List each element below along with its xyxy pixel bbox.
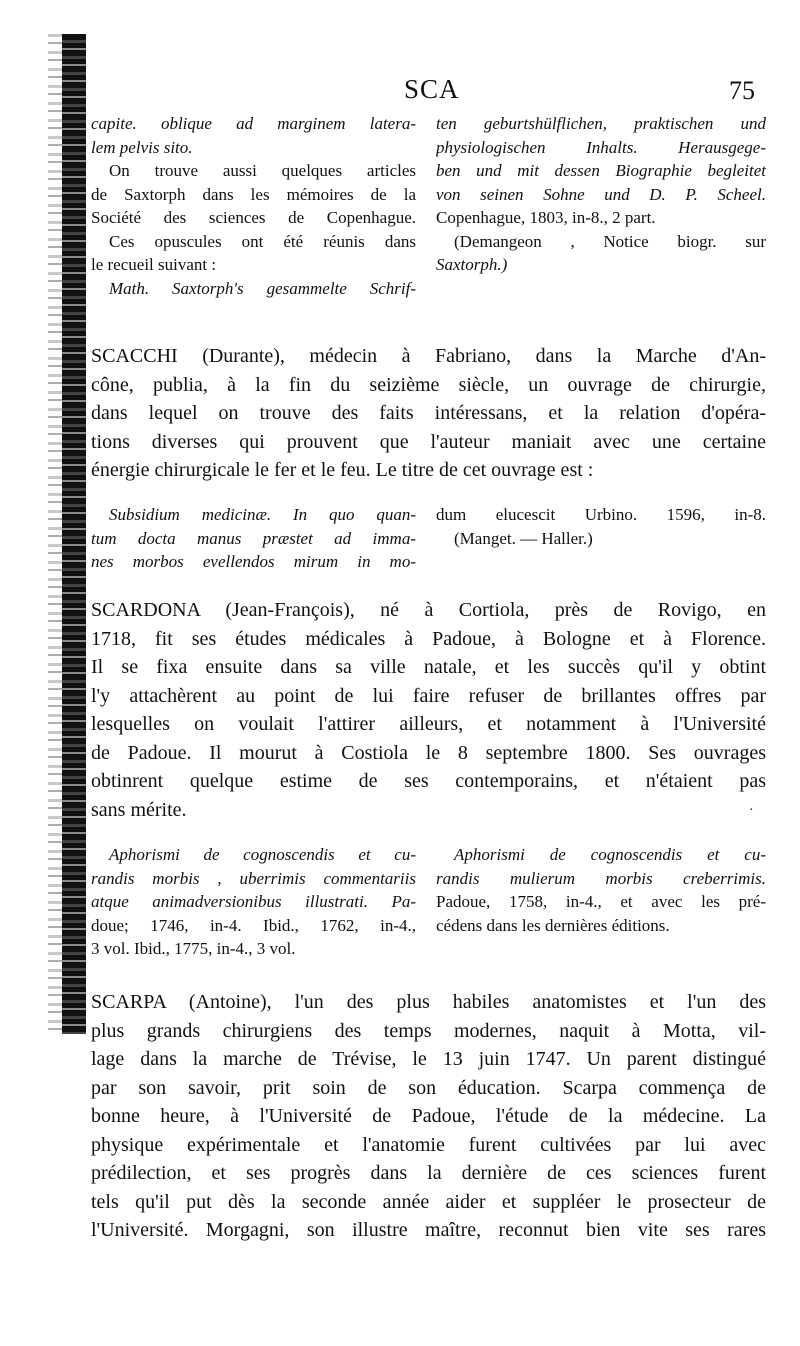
text-line: prédilection, et ses progrès dans la dernière de ces sciences furent [91, 1162, 766, 1184]
bibliography-right-column-3 [436, 843, 766, 937]
text-line: tions diverses qui prouvent que l'auteur maniait avec une certaine [91, 430, 766, 453]
text-line: nes morbos evellendos mirum in mo- [91, 552, 416, 571]
text-line: sans mérite. [91, 798, 187, 821]
text-line: bonne heure, à l'Université de Padoue, l'étude de la médecine. La [91, 1105, 766, 1127]
text-line: dum elucescit Urbino. 1596, in-8. [436, 505, 766, 524]
text-line: ben und mit dessen Biographie begleitet [436, 161, 766, 180]
text-line: 1718, fit ses études médicales à Padoue, à Bologne et à Florence. [91, 627, 766, 650]
bibliography-left-column-1 [91, 112, 416, 300]
text-line: de Saxtorph dans les mémoires de la [91, 184, 416, 204]
text-line: le recueil suivant : [91, 255, 217, 274]
entry-scarpa [91, 988, 766, 1245]
text-line: lem pelvis sito. [91, 137, 193, 157]
text-line: Il se fixa ensuite dans sa ville natale, et les succès qu'il y obtint [91, 656, 766, 678]
text-line: 3 vol. Ibid., 1775, in-4., 3 vol. [91, 939, 296, 958]
text-line: Saxtorph.) [436, 255, 508, 274]
text-line: tum docta manus præstet ad imma- [91, 528, 416, 548]
bibliography-right-column-1 [436, 112, 766, 277]
text-line: l'y attachèrent au point de lui faire refuser de brillantes offres par [91, 684, 766, 707]
text-line: ten geburtshülflichen, praktischen und [436, 114, 766, 133]
bibliography-left-column-3 [91, 843, 416, 961]
text-line: de Padoue. Il mourut à Costiola le 8 septembre 1800. Ses ouvrages [91, 741, 766, 764]
text-line: (Manget. — Haller.) [454, 528, 593, 548]
text-line: SCACCHI (Durante), médecin à Fabriano, dans la Marche d'An- [91, 345, 766, 367]
text-line: randis morbis , uberrimis commentariis [91, 868, 416, 888]
text-line: physiologischen Inhalts. Herausgege- [436, 137, 766, 157]
text-line: lage dans la marche de Trévise, le 13 juin 1747. Un parent distingué [91, 1048, 766, 1070]
text-line: Aphorismi de cognoscendis et cu- [454, 845, 766, 864]
text-line: Ces opuscules ont été réunis dans [109, 231, 416, 251]
text-line: (Demangeon , Notice biogr. sur [454, 231, 766, 251]
text-line: Padoue, 1758, in-4., et avec les pré- [436, 892, 766, 911]
bibliography-right-column-2 [436, 503, 766, 550]
text-line: SCARPA (Antoine), l'un des plus habiles anatomistes et l'un des [91, 991, 766, 1013]
text-line: Société des sciences de Copenhague. [91, 208, 416, 227]
text-line: lesquelles on voulait l'attirer ailleurs, et notamment à l'Université [91, 713, 766, 735]
text-line: Aphorismi de cognoscendis et cu- [109, 845, 416, 864]
text-line: énergie chirurgicale le fer et le feu. Le titre de cet ouvrage est : [91, 459, 594, 481]
text-line: Subsidium medicinæ. In quo quan- [109, 505, 416, 524]
text-line: Copenhague, 1803, in-8., 2 part. [436, 208, 656, 227]
text-line: On trouve aussi quelques articles [109, 161, 416, 180]
binding-spine [62, 34, 86, 1034]
text-line: dans lequel on trouve des faits intéressans, et la relation d'opéra- [91, 402, 766, 424]
entry-scardona [91, 596, 766, 824]
entry-scacchi [91, 342, 766, 485]
text-line: obtinrent quelque estime de ses contemporains, et n'étaient pas [91, 770, 766, 792]
text-line: physique expérimentale et l'anatomie furent cultivées par lui avec [91, 1133, 766, 1156]
text-line: SCARDONA (Jean-François), né à Cortiola, près de Rovigo, en [91, 599, 766, 621]
text-line: von seinen Sohne und D. P. Scheel. [436, 184, 766, 204]
text-line: doue; 1746, in-4. Ibid., 1762, in-4., [91, 915, 416, 935]
text-line: par son savoir, prit soin de son éducation. Scarpa commença de [91, 1076, 766, 1099]
text-line: randis mulierum morbis creberrimis. [436, 868, 766, 888]
stray-mark: · [749, 803, 754, 818]
text-line: l'Université. Morgagni, son illustre maître, reconnut bien vite ses rares [91, 1219, 766, 1241]
text-line: plus grands chirurgiens des temps modernes, naquit à Motta, vil- [91, 1019, 766, 1042]
page-number: 75 [729, 76, 755, 105]
text-line: cédens dans les dernières éditions. [436, 915, 670, 935]
text-line: capite. oblique ad marginem latera- [91, 114, 416, 133]
text-line: cône, publia, à la fin du seizième siècle, un ouvrage de chirurgie, [91, 373, 766, 396]
running-header: SCA [404, 74, 460, 104]
text-line: atque animadversionibus illustrati. Pa- [91, 892, 416, 911]
text-line: tels qu'il put dès la seconde année aider et suppléer le prosecteur de [91, 1190, 766, 1213]
bibliography-left-column-2 [91, 503, 416, 574]
text-line: Math. Saxtorph's gesammelte Schrif- [109, 278, 416, 298]
